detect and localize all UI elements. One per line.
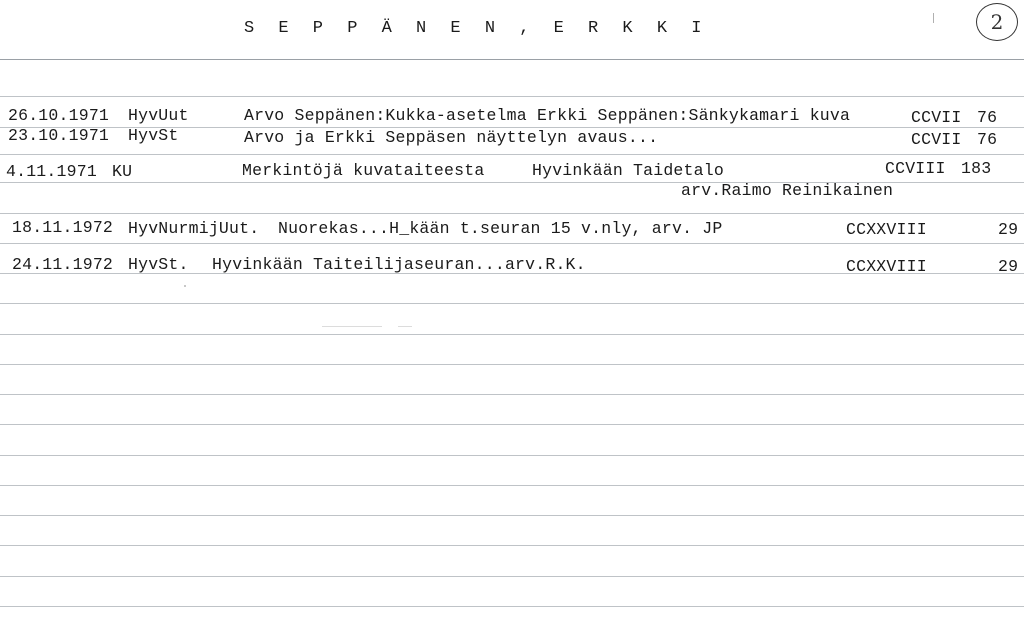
rule-line <box>0 364 1024 365</box>
entry-volume: CCXXVIII <box>846 220 927 239</box>
faint-mark <box>322 326 382 327</box>
entry-source: KU <box>112 162 133 181</box>
rule-line <box>0 485 1024 486</box>
entry-page: 183 <box>961 159 992 178</box>
entry-description: Arvo Seppänen:Kukka-asetelma Erkki Seppänen:Sänkykamari kuva <box>244 106 851 125</box>
faint-mark <box>398 326 412 327</box>
card-number: 2 <box>976 3 1018 41</box>
rule-line <box>0 424 1024 425</box>
entry-volume: CCVIII <box>885 159 946 178</box>
entry-description: Hyvinkään Taiteilijaseuran...arv.R.K. <box>212 255 586 274</box>
entry-description: Nuorekas...H_kään t.seuran 15 v.nly, arv. JP <box>278 219 723 238</box>
speck <box>184 285 186 287</box>
entry-page: 29 <box>998 220 1019 239</box>
rule-line <box>0 455 1024 456</box>
rule-line <box>0 213 1024 214</box>
entry-page: 76 <box>977 108 998 127</box>
entry-source: HyvUut <box>128 106 189 125</box>
entry-description: Arvo ja Erkki Seppäsen näyttelyn avaus... <box>244 128 659 147</box>
entry-date: 4.11.1971 <box>6 162 97 181</box>
rule-line <box>0 394 1024 395</box>
entry-note: arv.Raimo Reinikainen <box>681 181 894 200</box>
entry-description: Merkintöjä kuvataiteesta <box>242 161 485 180</box>
entry-place: Hyvinkään Taidetalo <box>532 161 724 180</box>
entry-source: HyvNurmijUut. <box>128 219 260 238</box>
rule-line <box>0 545 1024 546</box>
rule-line <box>0 154 1024 155</box>
entry-date: 23.10.1971 <box>8 126 110 145</box>
entry-page: 76 <box>977 130 998 149</box>
rule-line <box>0 96 1024 97</box>
pencil-mark <box>933 13 934 23</box>
entry-date: 18.11.1972 <box>12 218 114 237</box>
rule-line <box>0 515 1024 516</box>
rule-line <box>0 576 1024 577</box>
rule-line <box>0 303 1024 304</box>
card-title: S E P P Ä N E N , E R K K I <box>244 19 709 38</box>
header-rule <box>0 59 1024 60</box>
entry-volume: CCVII <box>911 108 962 127</box>
entry-volume: CCVII <box>911 130 962 149</box>
entry-date: 24.11.1972 <box>12 255 114 274</box>
rule-line <box>0 334 1024 335</box>
entry-source: HyvSt. <box>128 255 189 274</box>
rule-line <box>0 243 1024 244</box>
entry-volume: CCXXVIII <box>846 257 927 276</box>
entry-source: HyvSt <box>128 126 179 145</box>
rule-line <box>0 606 1024 607</box>
entry-date: 26.10.1971 <box>8 106 110 125</box>
entry-page: 29 <box>998 257 1019 276</box>
